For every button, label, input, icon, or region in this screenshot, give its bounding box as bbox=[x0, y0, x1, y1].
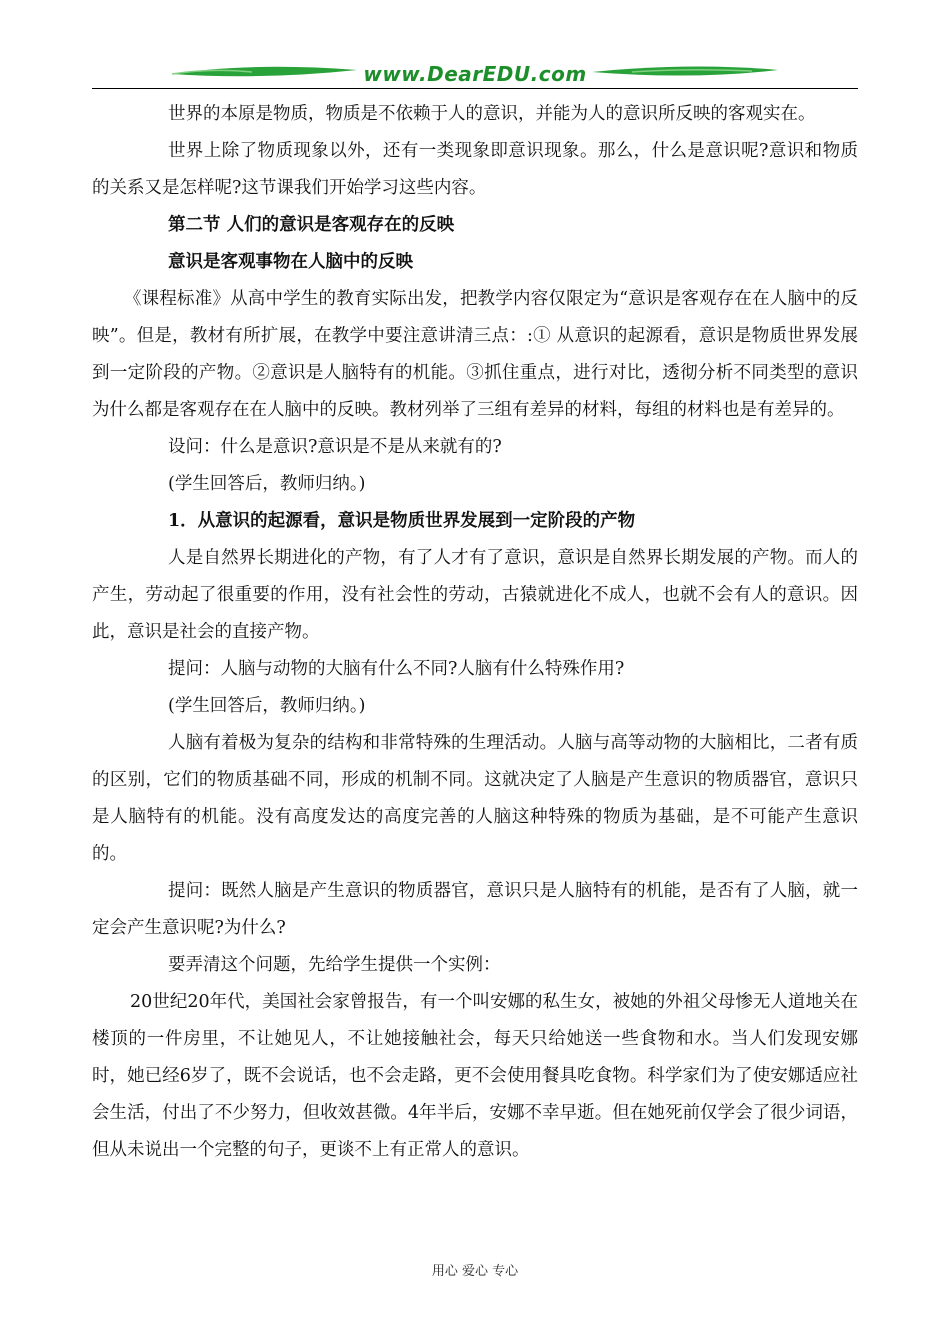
document-body bbox=[92, 96, 858, 1169]
section-heading: 第二节 人们的意识是客观存在的反映 bbox=[168, 215, 455, 235]
case-paragraph: 20世纪20年代，美国社会家曾报告，有一个叫安娜的私生女，被她的外祖父母惨无人道地关在楼顶的一件房里，不让她见人，不让她接触社会，每天只给她送一些食物和水。当人们发现安娜时，她已经6岁了，既不会说话，也不会走路，更不会使用餐具吃食物。科学家们为了使安娜适应社会生活，付出了不少努力，但收效甚微。4年半后，安娜不幸早逝。但在她死前仅学会了很少词语，但从未说出一个完整的句子，更谈不上有正常人的意识。 bbox=[92, 992, 858, 1160]
paragraph: 要弄清这个问题，先给学生提供一个实例： bbox=[168, 955, 501, 975]
site-title: www.DearEDU.com bbox=[363, 62, 587, 86]
point-heading: 1．从意识的起源看，意识是物质世界发展到一定阶段的产物 bbox=[168, 511, 636, 531]
question: 提问：人脑与动物的大脑有什么不同?人脑有什么特殊作用? bbox=[168, 659, 625, 679]
paragraph: 人脑有着极为复杂的结构和非常特殊的生理活动。人脑与高等动物的大脑相比，二者有质的区别，它们的物质基础不同，形成的机制不同。这就决定了人脑是产生意识的物质器官，意识只是人脑特有的机能。没有高度发达的高度完善的人脑这种特殊的物质为基础，是不可能产生意识的。 bbox=[92, 733, 858, 864]
header-rule bbox=[92, 88, 858, 89]
note: (学生回答后，教师归纳。) bbox=[168, 696, 366, 716]
question: 设问：什么是意识?意识是不是从来就有的? bbox=[168, 437, 502, 457]
paragraph: 世界上除了物质现象以外，还有一类现象即意识现象。那么，什么是意识呢?意识和物质的关系又是怎样呢?这节课我们开始学习这些内容。 bbox=[92, 141, 858, 198]
paragraph: 世界的本原是物质，物质是不依赖于人的意识，并能为人的意识所反映的客观实在。 bbox=[168, 104, 816, 124]
subsection-heading: 意识是客观事物在人脑中的反映 bbox=[168, 252, 413, 272]
page-footer: 用心 爱心 专心 bbox=[431, 1264, 519, 1279]
note: (学生回答后，教师归纳。) bbox=[168, 474, 366, 494]
question: 提问：既然人脑是产生意识的物质器官，意识只是人脑特有的机能，是否有了人脑，就一定会产生意识呢?为什么? bbox=[92, 881, 858, 938]
paragraph: 人是自然界长期进化的产物，有了人才有了意识，意识是自然界长期发展的产物。而人的产生，劳动起了很重要的作用，没有社会性的劳动，古猿就进化不成人，也就不会有人的意识。因此，意识是社会的直接产物。 bbox=[92, 548, 858, 642]
site-header bbox=[92, 54, 858, 90]
paragraph: 《课程标准》从高中学生的教育实际出发，把教学内容仅限定为“意识是客观存在在人脑中的反映”。但是，教材有所扩展，在教学中要注意讲清三点：:① 从意识的起源看，意识是物质世界发展到一定阶段的产物。②意识是人脑特有的机能。③抓住重点，进行对比，透彻分析不同类型的意识为什么都是客观存在在人脑中的反映。教材列举了三组有差异的材料，每组的材料也是有差异的。 bbox=[92, 289, 858, 420]
